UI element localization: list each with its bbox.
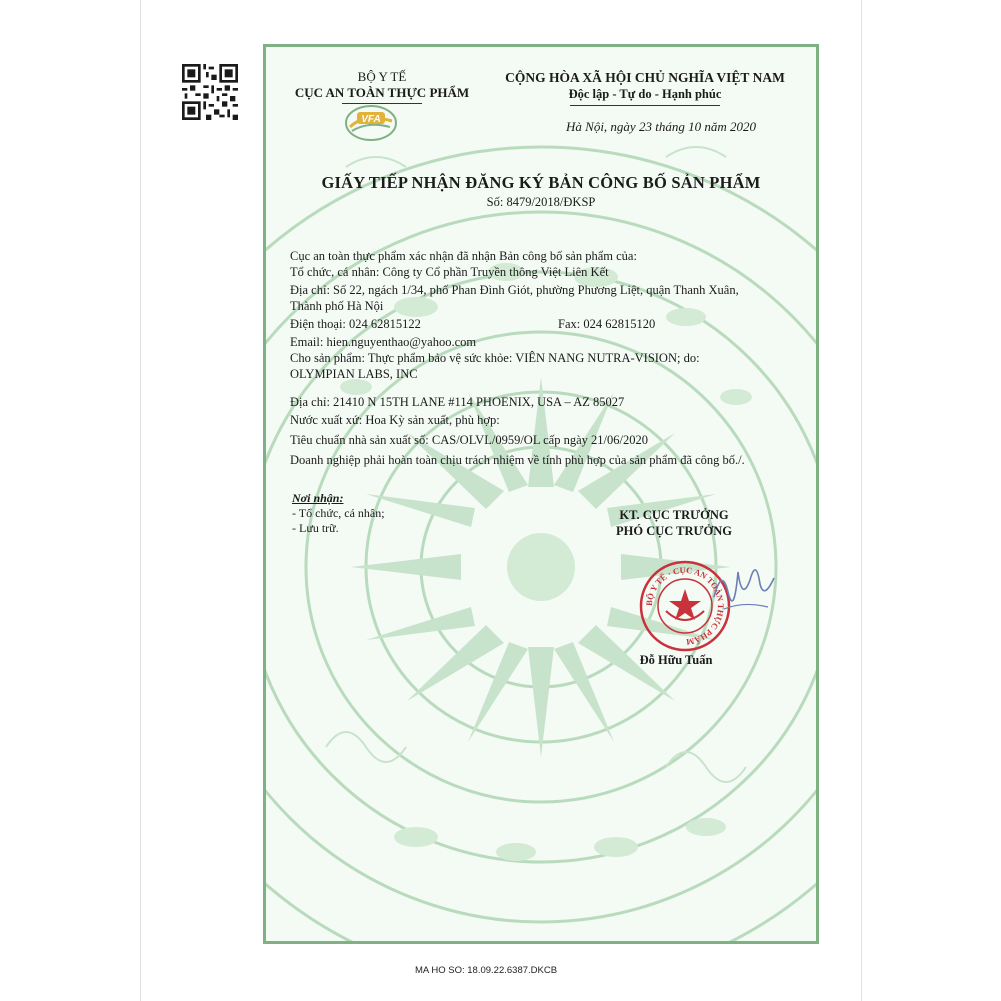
vfa-logo-text: VFA (361, 114, 381, 125)
body-responsibility: Doanh nghiệp phải hoàn toàn chịu trách nhiệm về tính phù hợp của sản phẩm đã công bố./. (290, 453, 745, 467)
qr-code-icon (182, 64, 238, 120)
recipients-heading: Nơi nhận: (292, 491, 344, 505)
recipient-item: - Tổ chức, cá nhân; (292, 506, 385, 520)
country-name: CỘNG HÒA XÃ HỘI CHỦ NGHĨA VIỆT NAM (505, 70, 785, 85)
body-address-line1: Địa chỉ: Số 22, ngách 1/34, phố Phan Đình Giót, phường Phương Liệt, quận Thanh Xuân, (290, 283, 739, 297)
issuing-authority (282, 69, 482, 104)
body-intro: Cục an toàn thực phẩm xác nhận đã nhận Bản công bố sản phẩm của: (290, 249, 637, 263)
body-manufacturer-address: Địa chỉ: 21410 N 15TH LANE #114 PHOENIX, USA – AZ 85027 (290, 395, 625, 409)
body-product-line1: Cho sản phẩm: Thực phẩm bảo vệ sức khỏe: VIÊN NANG NUTRA-VISION; do: (290, 351, 700, 365)
body-phone: Điện thoại: 024 62815122 (290, 317, 421, 331)
recipients-block (292, 491, 385, 536)
body-email: Email: hien.nguyenthao@yahoo.com (290, 335, 477, 349)
stamp-text: BỘ Y TẾ · CỤC AN TOÀN THỰC PHẨM (643, 564, 727, 648)
document-title: GIẤY TIẾP NHẬN ĐĂNG KÝ BẢN CÔNG BỐ SẢN PHẨM (321, 173, 761, 192)
place-date: Hà Nội, ngày 23 tháng 10 năm 2020 (566, 119, 756, 134)
national-header (480, 69, 810, 106)
record-number: MA HO SO: 18.09.22.6387.DKCB (415, 965, 558, 976)
body-origin: Nước xuất xứ: Hoa Kỳ sản xuất, phù hợp: (290, 413, 500, 427)
signer-title-block (584, 507, 764, 539)
document-number: Số: 8479/2018/ĐKSP (486, 195, 596, 209)
body-standard: Tiêu chuẩn nhà sản xuất số: CAS/OLVL/0959/OL cấp ngày 21/06/2020 (290, 433, 648, 447)
vfa-logo-icon (344, 103, 398, 143)
signer-title-1: KT. CỤC TRƯỞNG (619, 508, 729, 522)
signer-name: Đỗ Hữu Tuấn (639, 653, 713, 667)
certificate-content (266, 47, 816, 941)
body-product-line2: OLYMPIAN LABS, INC (290, 367, 418, 381)
body-organization: Tổ chức, cá nhân: Công ty Cổ phần Truyền thông Việt Liên Kết (290, 265, 609, 279)
national-motto: Độc lập - Tự do - Hạnh phúc (568, 87, 722, 101)
department-name: CỤC AN TOÀN THỰC PHẨM (294, 85, 470, 100)
ministry-name: BỘ Y TẾ (357, 69, 407, 84)
body-fax: Fax: 024 62815120 (558, 317, 656, 331)
certificate-frame (263, 44, 819, 944)
motto-divider (570, 105, 720, 106)
recipient-item: - Lưu trữ. (292, 521, 339, 535)
body-address-line2: Thành phố Hà Nội (290, 299, 384, 313)
signer-title-2: PHÓ CỤC TRƯỞNG (616, 524, 732, 538)
handwritten-signature (704, 557, 794, 627)
